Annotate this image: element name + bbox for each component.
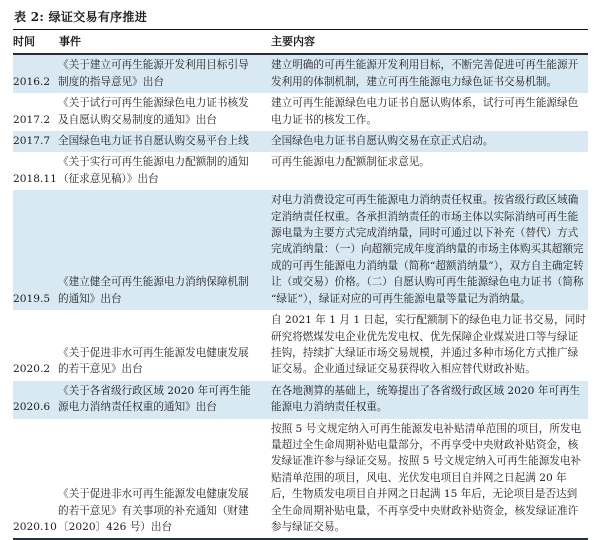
time-cell: 2018.11 [13,172,57,185]
event-cell: 《建立健全可再生能源电力消纳保障机制的通知》出台 [58,190,271,310]
time-cell: 2016.2 [13,54,58,93]
content-cell: 可再生能源电力配额制征求意见。 [271,156,430,169]
event-cell: 《关于促进非水可再生能源发电健康发展的若干意见》出台 [58,346,249,376]
table-row [13,381,588,419]
event-cell: 《关于建立可再生能源开发利用目标引导制度的指导意见》出台 [58,54,271,93]
time-cell: 2019.5 [13,190,58,310]
event-cell: 《关于试行可再生能源绿色电力证书核发及自愿认购交易制度的通知》出台 [58,97,249,126]
content-cell: 建立可再生能源绿色电力证书自愿认购体系，试行可再生能源绿色电力证书的核发工作。 [271,97,579,126]
content-cell: 建立明确的可再生能源开发利用目标，不断完善促进可再生能源开发利用的体制机制，建立可再生能源电力绿色证书交易机制。 [271,54,588,93]
event-cell: 《关于促进非水可再生能源发电健康发展的若干意见》有关事项的补充通知（财建〔2020〕426 号）出台 [58,488,249,533]
table-row [13,152,588,190]
column-header-content: 主要内容 [271,30,588,54]
event-cell: 《关于实行可再生能源电力配额制的通知（征求意见稿）》出台 [58,156,249,185]
table-row [13,419,588,539]
time-cell: 2017.7 [13,131,58,152]
column-header-event: 事件 [58,30,271,54]
content-cell: 对电力消费设定可再生能源电力消纳责任权重。按省级行政区域确定消纳责任权重。各承担消纳责任的市场主体以实际消纳可再生能源电量为主要方式完成消纳量，同时可通过以下补充（替代）方式完成消纳量：（一）向超额完成年度消纳量的市场主体购买其超额完成的可再生能源电力消纳量（简称“超额消纳量”），双方自主确定转让（或交易）价格。（二）自愿认购可再生能源绿色电力证书（简称“绿证”），绿证对应的可再生能源电量等量记为消纳量。 [271,190,588,310]
time-cell: 2020.2 [13,363,51,376]
table-header-row [13,30,588,54]
policy-timeline-table [13,30,588,538]
table-row [13,131,588,152]
event-cell: 《关于各省级行政区域 2020 年可再生能源电力消纳责任权重的通知》出台 [58,381,271,419]
event-cell: 全国绿色电力证书自愿认购交易平台上线 [58,131,271,152]
time-cell: 2020.6 [13,381,58,419]
table-row [13,54,588,93]
table-title: 表 2: 绿证交易有序推进 [13,5,588,30]
content-cell: 按照 5 号文规定纳入可再生能源发电补贴清单范围的项目，所发电量超过全生命周期补贴电量部分，不再享受中央财政补贴资金，核发绿证准许参与绿证交易。按照 5 号文规定纳入可再生能源发电补贴清单范围的项目，风电、光伏发电项目自并网之日起满 20 年后，生物质发电项目自并网之日起满 15 年后，无论项目是否达到全生命周期补贴电量，不再享受中央财政补贴资金，核发绿证准许参与绿证交易。 [271,422,582,533]
column-header-time: 时间 [13,30,58,54]
time-cell: 2020.10 [13,520,57,533]
time-cell: 2017.2 [13,113,51,126]
content-cell: 全国绿色电力证书自愿认购交易在京正式启动。 [271,131,588,152]
table-row [13,93,588,131]
content-cell: 自 2021 年 1 月 1 日起，实行配额制下的绿色电力证书交易，同时研究将燃煤发电企业优先发电权、优先保障企业煤炭进口等与绿证挂钩，持续扩大绿证市场交易规模，并通过多种市场化方式推广绿证交易。企业通过绿证交易获得收入相应替代财政补贴。 [271,314,586,376]
table-row [13,190,588,310]
content-cell: 在各地测算的基础上，统筹提出了各省级行政区域 2020 年可再生能源电力消纳责任权重。 [271,381,588,419]
table-row [13,310,588,381]
